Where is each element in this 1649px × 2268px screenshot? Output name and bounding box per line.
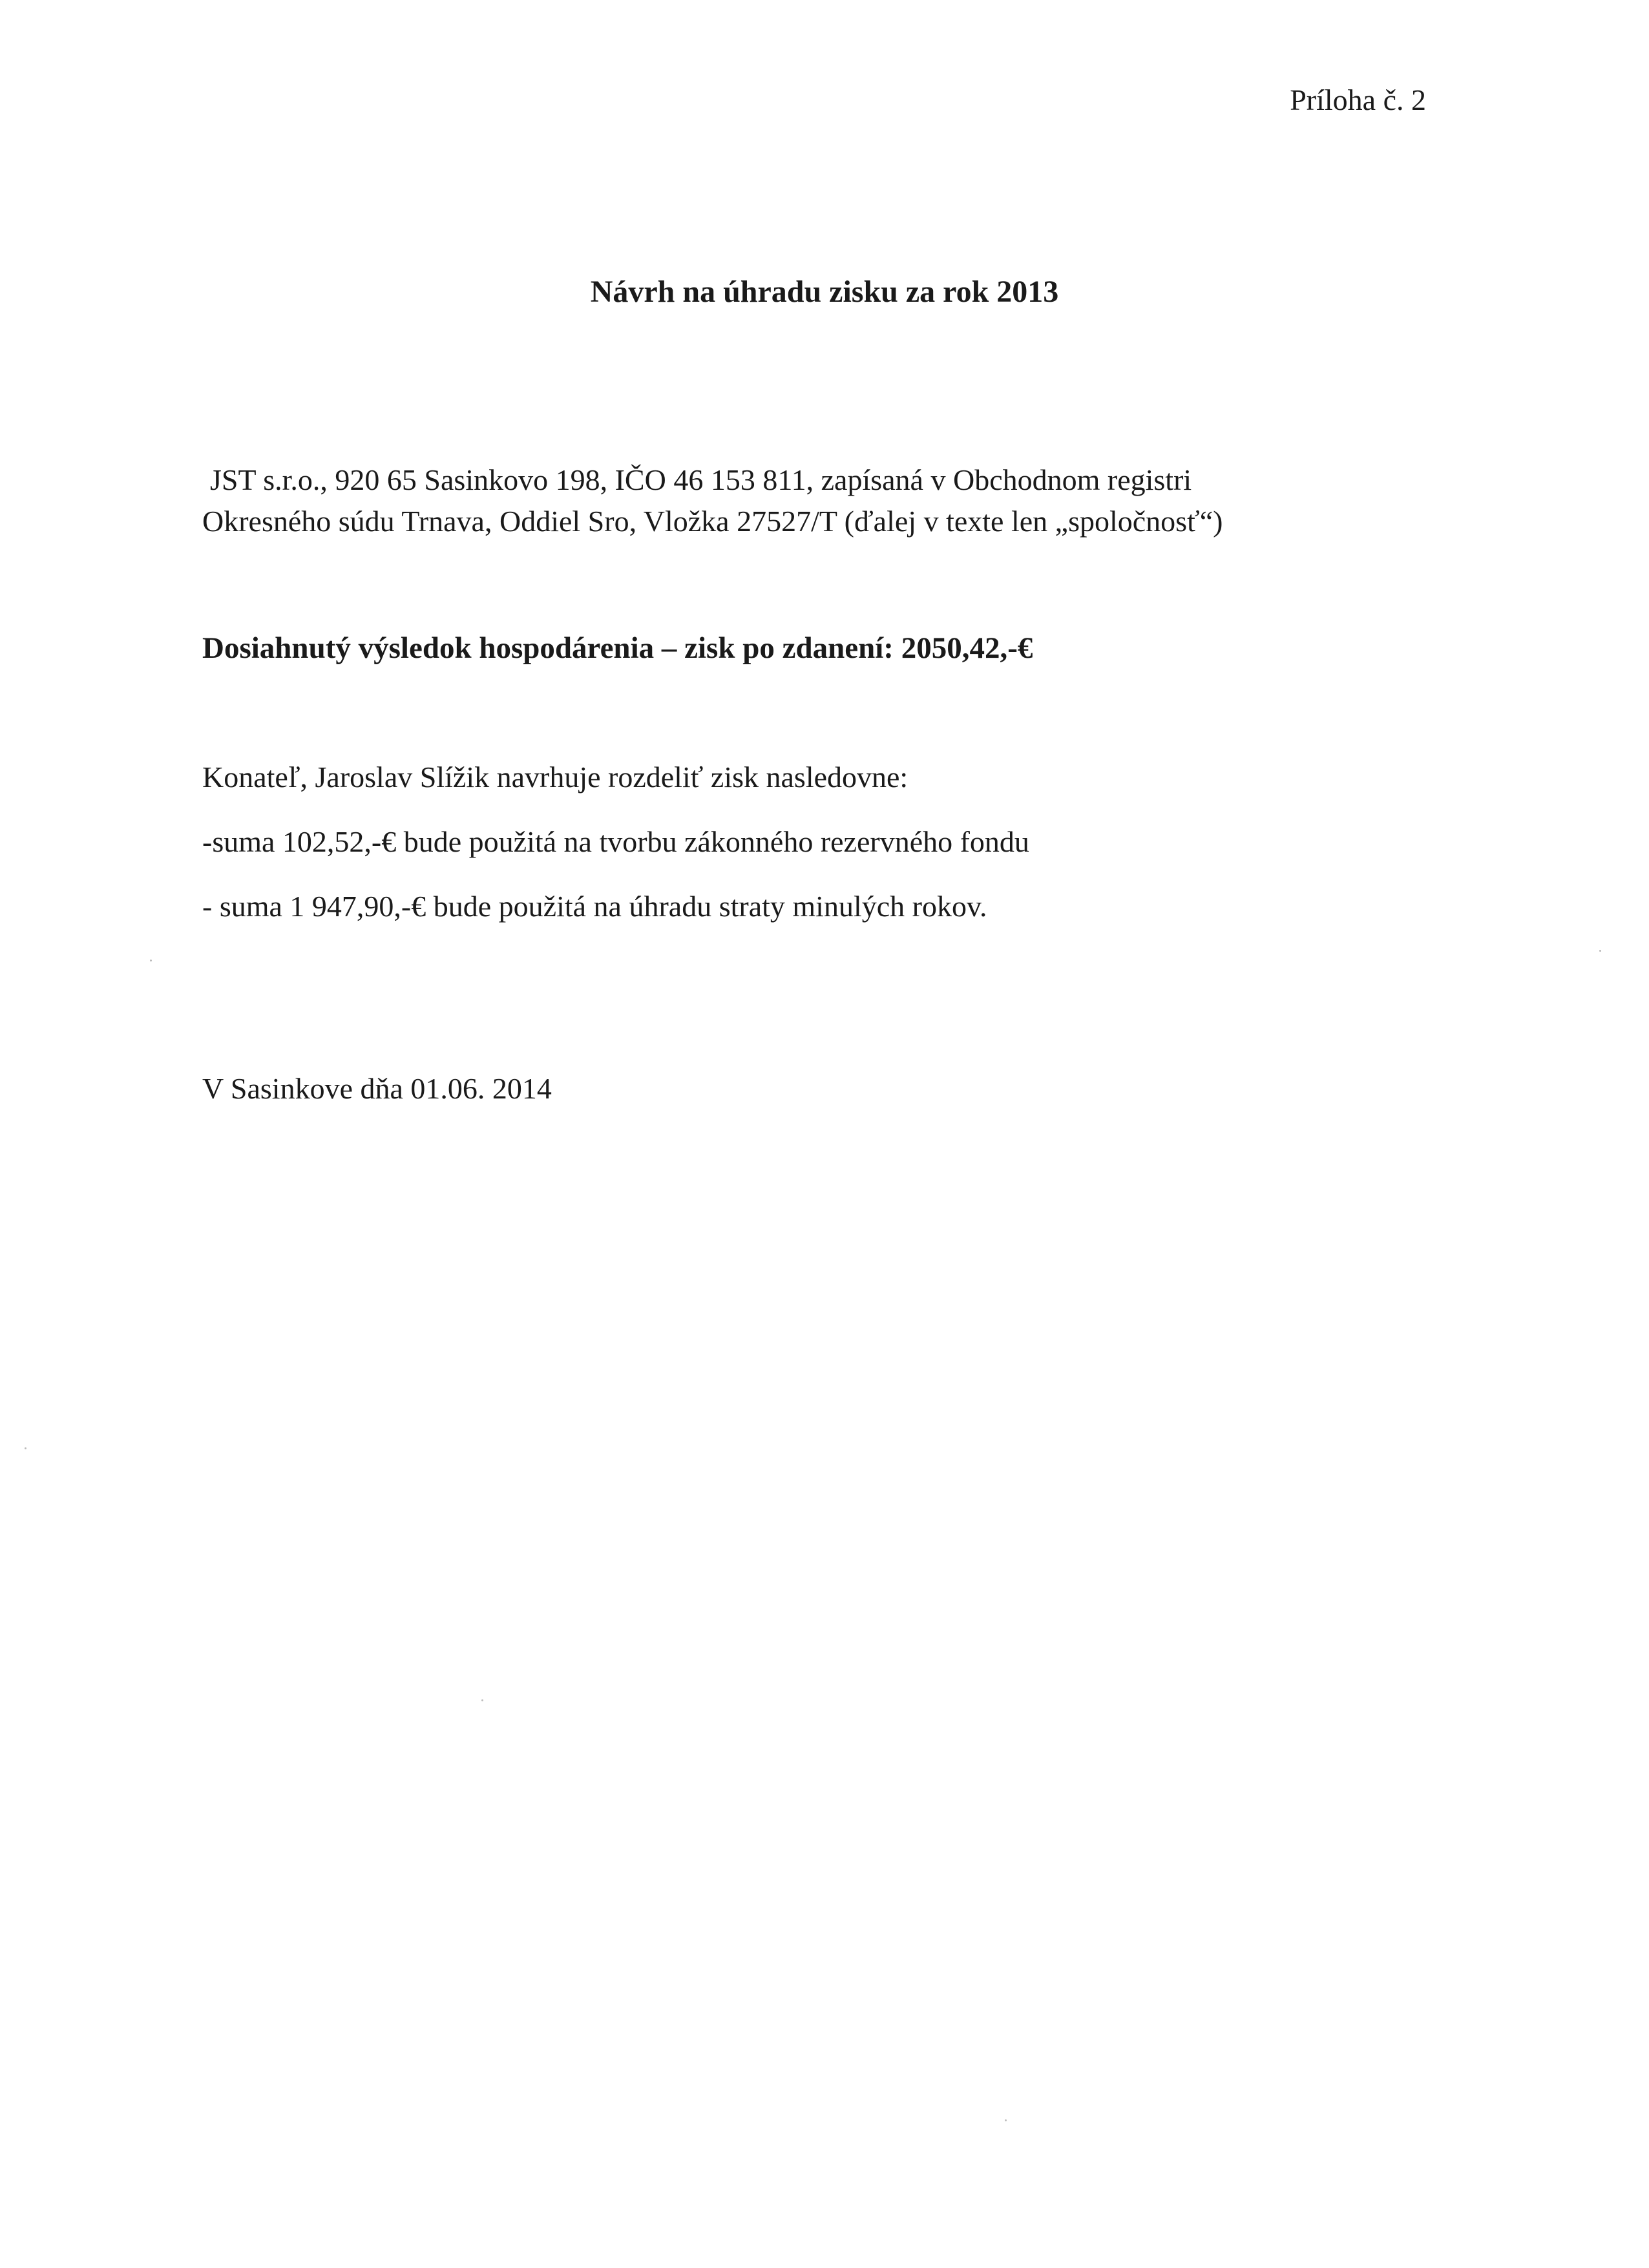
profit-result: Dosiahnutý výsledok hospodárenia – zisk po zdanení: 2050,42,-€ [202, 631, 1033, 665]
annex-label: Príloha č. 2 [1290, 83, 1426, 116]
company-info-line-2: Okresného súdu Trnava, Oddiel Sro, Vložka 27527/T (ďalej v texte len „spoločnosť“) [202, 505, 1223, 538]
place-and-date: V Sasinkove dňa 01.06. 2014 [202, 1072, 552, 1105]
proposal-intro: Konateľ, Jaroslav Slížik navrhuje rozdeliť zisk nasledovne: [202, 761, 909, 793]
company-info-line-1: JST s.r.o., 920 65 Sasinkovo 198, IČO 46 153 811, zapísaná v Obchodnom registri [210, 463, 1192, 496]
proposal-item-loss-coverage: - suma 1 947,90,-€ bude použitá na úhradu straty minulých rokov. [202, 890, 987, 923]
scan-speck [481, 1699, 483, 1701]
scan-speck [25, 1447, 26, 1449]
scan-speck [1005, 2119, 1007, 2121]
proposal-item-reserve-fund: -suma 102,52,-€ bude použitá na tvorbu zákonného rezervného fondu [202, 825, 1029, 858]
scan-speck [1599, 950, 1601, 952]
document-title: Návrh na úhradu zisku za rok 2013 [590, 275, 1059, 309]
scan-speck [150, 960, 152, 961]
